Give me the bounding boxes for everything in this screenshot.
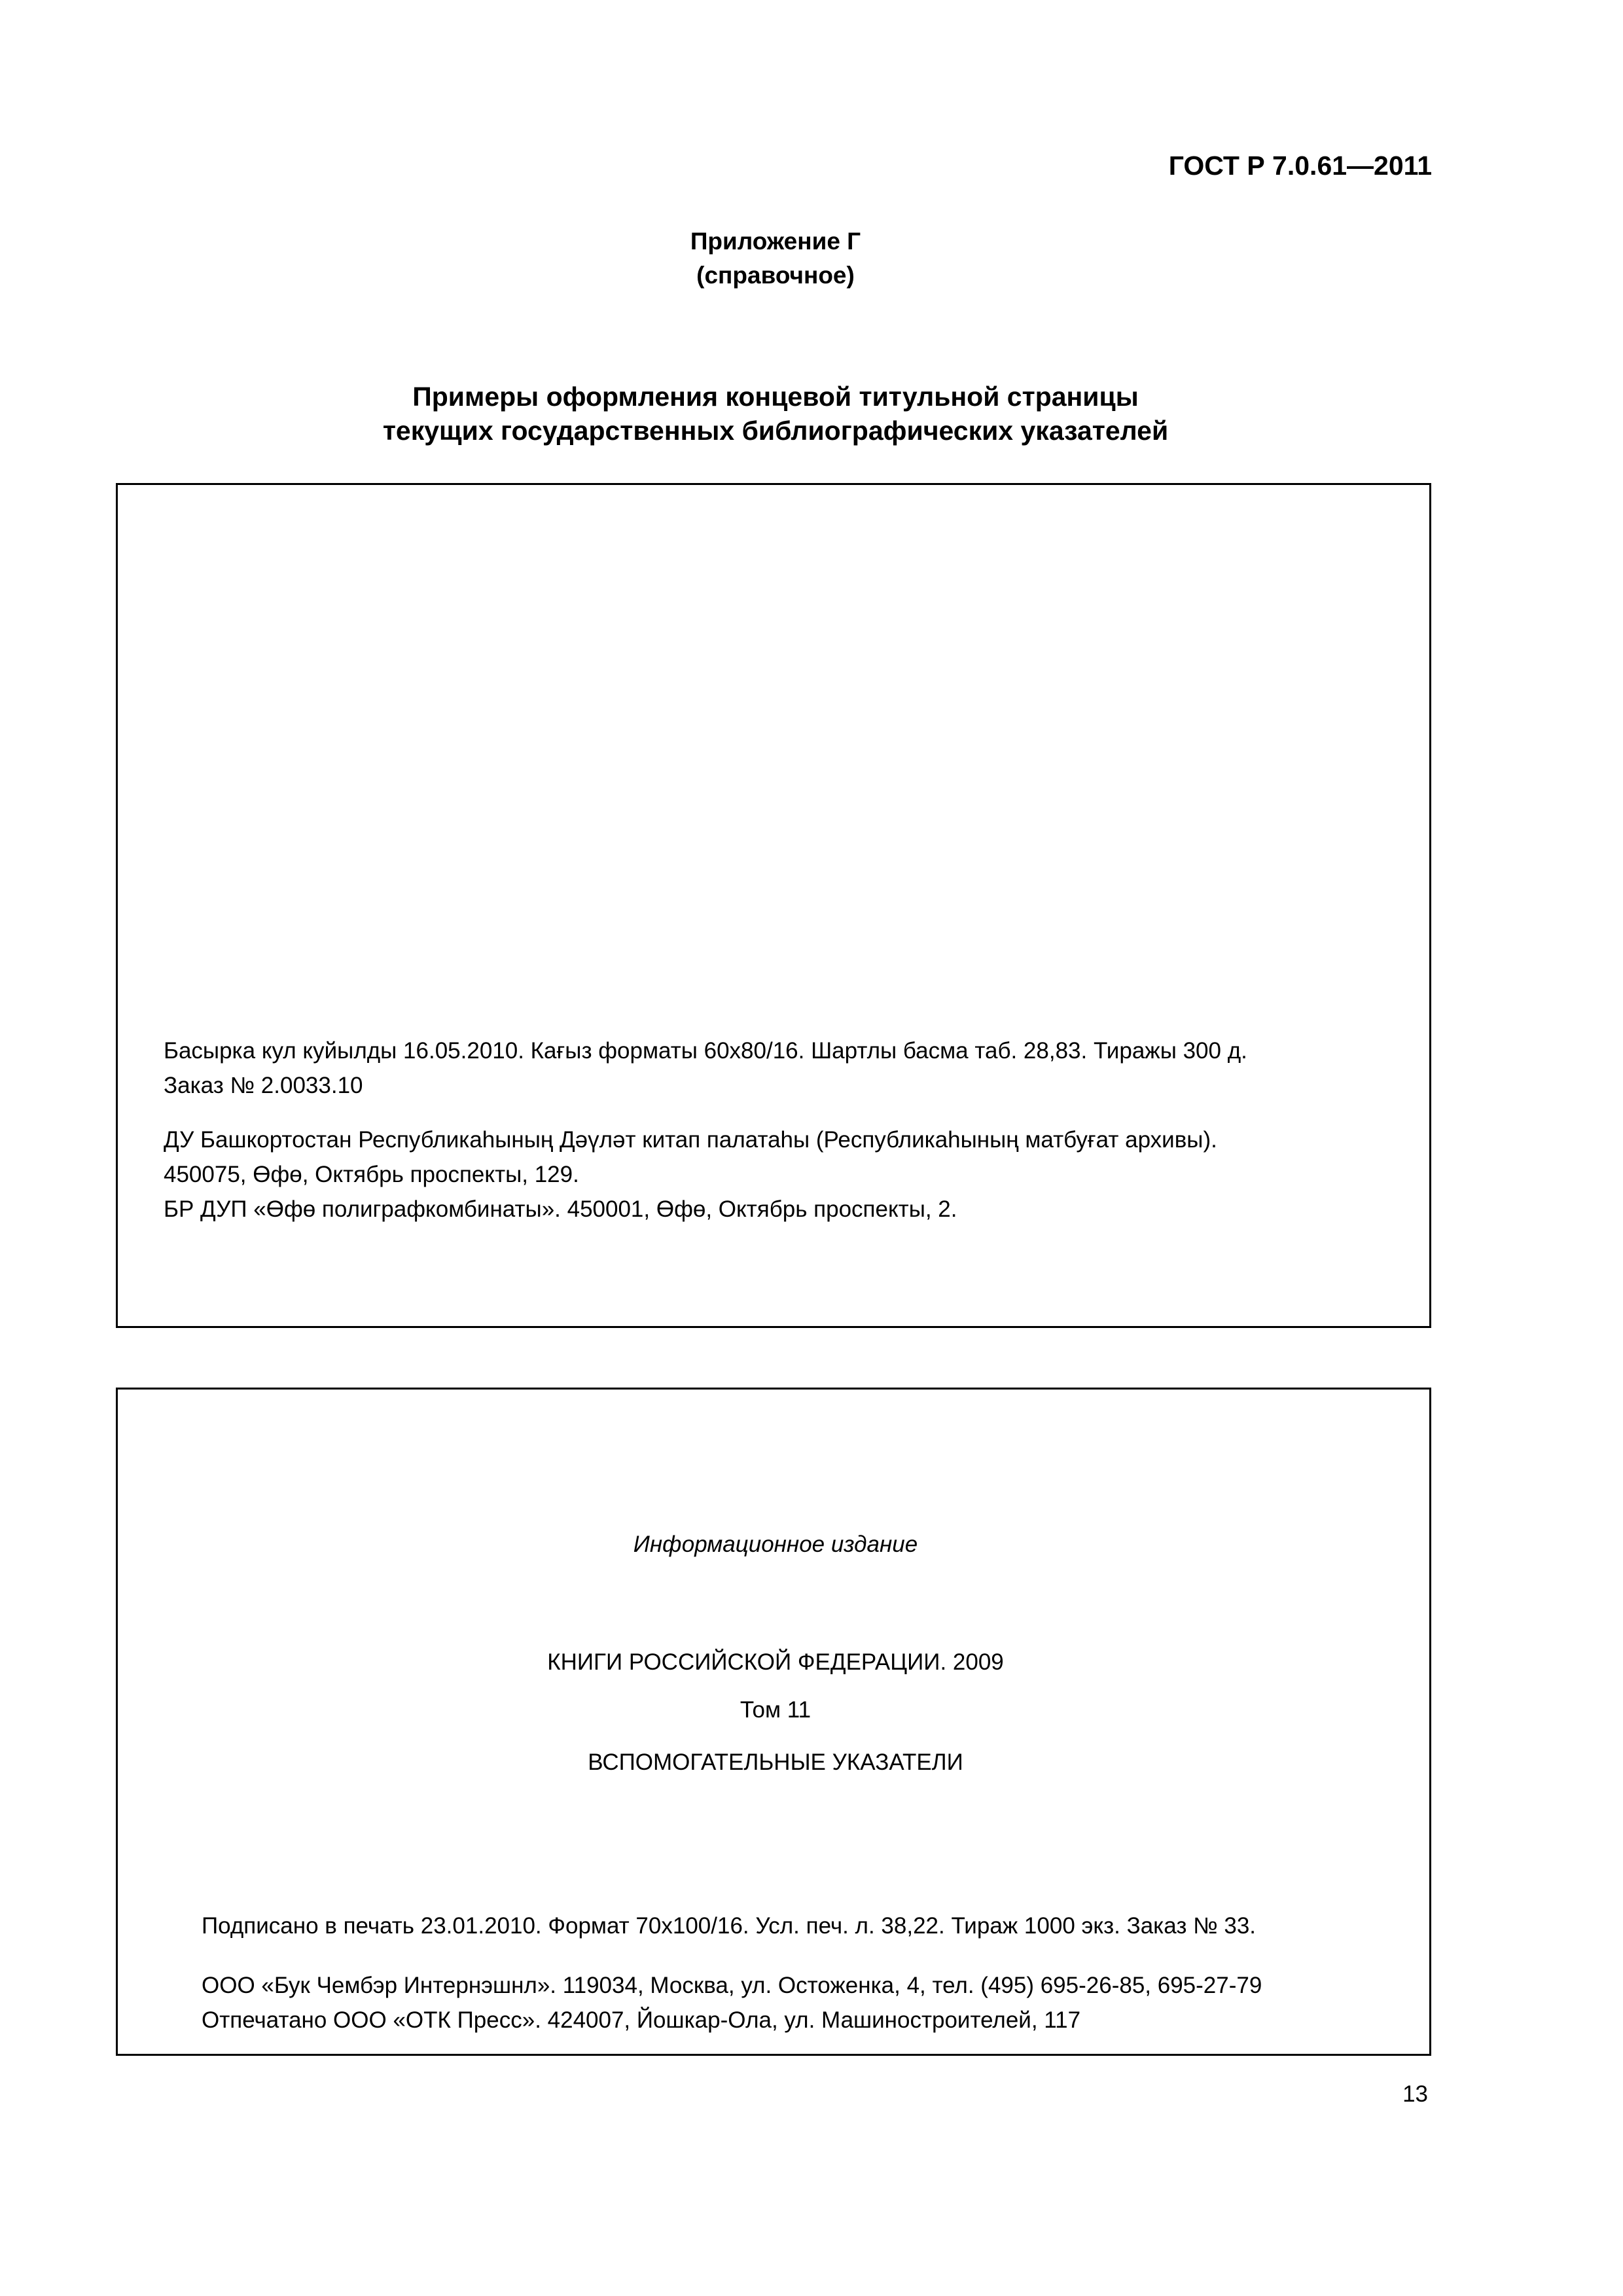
example1-publisher-info: [164, 1122, 1217, 1227]
example2-printer-line: Отпечатано ООО «ОТК Пресс». 424007, Йошкар-Ола, ул. Машиностроителей, 117: [202, 2007, 1081, 2033]
example1-print-info: [164, 1033, 1247, 1103]
appendix-title: Приложение Г: [690, 228, 861, 255]
example2-publisher-info: [202, 1968, 1262, 2037]
example1-print-line-1: Басырка кул куйылды 16.05.2010. Кағыз форматы 60х80/16. Шартлы басма таб. 28,83. Тиражы 300 д.: [164, 1038, 1247, 1064]
example2-volume: Том 11: [740, 1697, 812, 1723]
section-title-line-1: Примеры оформления концевой титульной страницы: [412, 382, 1139, 412]
section-title-line-2: текущих государственных библиографических указателей: [382, 416, 1169, 446]
example1-print-line-2: Заказ № 2.0033.10: [164, 1073, 363, 1098]
example2-edition-type: Информационное издание: [633, 1532, 918, 1557]
example1-publisher-line-2: 450075, Өфө, Октябрь проспекты, 129.: [164, 1162, 579, 1187]
example2-print-info: Подписано в печать 23.01.2010. Формат 70х100/16. Усл. печ. л. 38,22. Тираж 1000 экз. Заказ № 33.: [202, 1913, 1257, 1939]
appendix-status: (справочное): [696, 262, 855, 289]
example1-publisher-line-1: ДУ Башкортостан Республикаһының Дәүләт китап палатаһы (Республикаһының матбуғат архивы).: [164, 1127, 1217, 1153]
example2-subtitle: ВСПОМОГАТЕЛЬНЫЕ УКАЗАТЕЛИ: [588, 1749, 963, 1775]
example1-printer-line: БР ДУП «Өфө полиграфкомбинаты». 450001, Өфө, Октябрь проспекты, 2.: [164, 1196, 957, 1222]
standard-code: ГОСТ Р 7.0.61—2011: [1168, 151, 1432, 181]
page-number: 13: [1402, 2081, 1428, 2107]
example2-title: КНИГИ РОССИЙСКОЙ ФЕДЕРАЦИИ. 2009: [547, 1649, 1004, 1675]
appendix-heading: [0, 224, 1551, 293]
example2-publisher-line: ООО «Бук Чембэр Интернэшнл». 119034, Москва, ул. Остоженка, 4, тел. (495) 695-26-85, 695-27-79: [202, 1973, 1262, 1998]
section-title: [0, 380, 1551, 448]
